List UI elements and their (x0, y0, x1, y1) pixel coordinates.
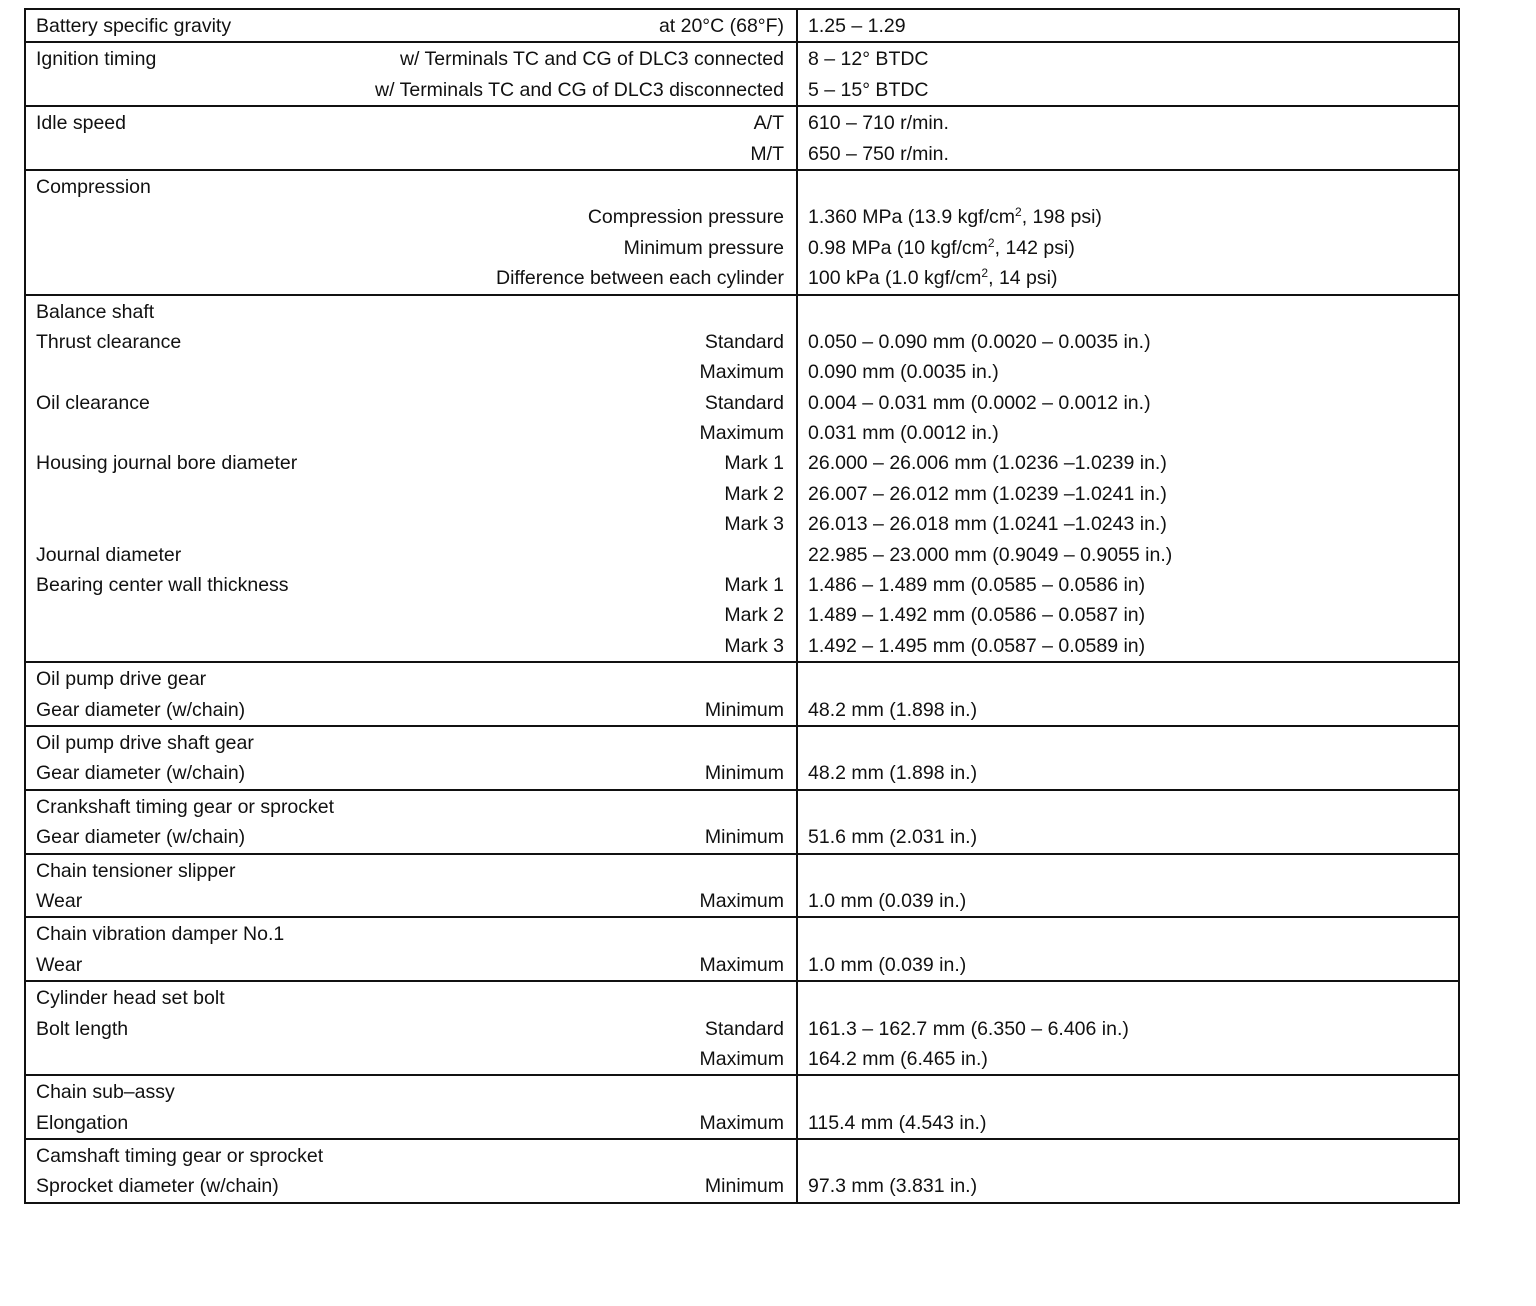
spec-condition: Mark 1 (724, 452, 784, 475)
spec-item-row (36, 600, 784, 630)
spec-item-row (36, 75, 784, 105)
spec-item-row (36, 983, 784, 1013)
spec-section (26, 791, 1458, 855)
spec-value: 26.007 – 26.012 mm (1.0239 –1.0241 in.) (808, 482, 1167, 505)
spec-value: 0.050 – 0.090 mm (0.0020 – 0.0035 in.) (808, 330, 1151, 353)
spec-condition: Minimum (704, 698, 784, 721)
spec-item-label: Balance shaft (36, 300, 155, 323)
spec-value-column (798, 171, 1458, 294)
spec-condition: Maximum (699, 422, 784, 445)
spec-item-row (36, 1171, 784, 1201)
spec-item-row (36, 509, 784, 539)
spec-value-column (798, 1140, 1458, 1202)
spec-item-row (36, 695, 784, 725)
spec-item-row (36, 631, 784, 661)
spec-condition: Compression pressure (587, 206, 784, 229)
spec-item-row (36, 758, 784, 788)
spec-section (26, 10, 1458, 43)
spec-item-row (36, 1077, 784, 1107)
spec-value: 1.489 – 1.492 mm (0.0586 – 0.0587 in) (808, 604, 1146, 627)
spec-section (26, 855, 1458, 919)
spec-item-column (26, 982, 798, 1074)
spec-item-column (26, 1140, 798, 1202)
spec-condition: w/ Terminals TC and CG of DLC3 connected (399, 48, 784, 71)
spec-item-row (36, 11, 784, 41)
spec-condition: M/T (750, 142, 784, 165)
spec-item-column (26, 171, 798, 294)
spec-value: 610 – 710 r/min. (808, 112, 949, 135)
spec-item-label: Camshaft timing gear or sprocket (36, 1145, 324, 1168)
spec-value: 1.25 – 1.29 (808, 15, 906, 37)
spec-section (26, 727, 1458, 791)
spec-section (26, 918, 1458, 982)
spec-item-label: Crankshaft timing gear or sprocket (36, 795, 335, 818)
spec-item-column (26, 663, 798, 725)
spec-condition: Difference between each cylinder (496, 267, 784, 290)
spec-item-row (36, 1108, 784, 1138)
spec-item-row (36, 388, 784, 418)
spec-value (808, 728, 1450, 758)
spec-item-row (36, 822, 784, 852)
spec-value: 0.98 MPa (10 kgf/$cm^2$, 142 psi) (808, 235, 1075, 259)
spec-item-row (36, 44, 784, 74)
spec-condition: Maximum (699, 953, 784, 976)
spec-value: 26.000 – 26.006 mm (1.0236 –1.0239 in.) (808, 452, 1167, 475)
spec-item-row (36, 950, 784, 980)
spec-item-row (36, 357, 784, 387)
spec-section (26, 107, 1458, 171)
spec-item-row (36, 886, 784, 916)
spec-item-column (26, 296, 798, 662)
spec-value: 48.2 mm (1.898 in.) (808, 698, 978, 721)
spec-item-column (26, 107, 798, 169)
spec-condition: Minimum (704, 1175, 784, 1198)
spec-value-column (798, 663, 1458, 725)
spec-item-row (36, 327, 784, 357)
spec-value: 0.004 – 0.031 mm (0.0002 – 0.0012 in.) (808, 391, 1151, 414)
spec-item-label: Cylinder head set bolt (36, 987, 225, 1010)
spec-item-label: Oil clearance (36, 391, 150, 414)
spec-item-column (26, 10, 798, 41)
spec-item-label: Chain vibration damper No.1 (36, 923, 285, 946)
spec-value: 97.3 mm (3.831 in.) (808, 1175, 978, 1198)
spec-table (24, 8, 1460, 1204)
spec-item-row (36, 139, 784, 169)
spec-condition: Maximum (699, 361, 784, 384)
spec-item-column (26, 791, 798, 853)
spec-value-column (798, 1076, 1458, 1138)
spec-value-column (798, 982, 1458, 1074)
spec-value: 51.6 mm (2.031 in.) (808, 826, 978, 849)
spec-value: 1.492 – 1.495 mm (0.0587 – 0.0589 in) (808, 634, 1146, 657)
spec-item-row (36, 233, 784, 263)
spec-item-column (26, 727, 798, 789)
spec-section (26, 296, 1458, 664)
spec-section (26, 663, 1458, 727)
spec-value-column (798, 107, 1458, 169)
spec-value-column (798, 918, 1458, 980)
spec-item-label: Sprocket diameter (w/chain) (36, 1175, 279, 1198)
spec-condition: Mark 1 (724, 574, 784, 597)
spec-item-row (36, 297, 784, 327)
spec-item-row (36, 108, 784, 138)
spec-item-row (36, 1044, 784, 1074)
spec-item-row (36, 792, 784, 822)
spec-condition: Standard (704, 330, 784, 353)
spec-item-row (36, 664, 784, 694)
spec-value-column (798, 791, 1458, 853)
spec-condition: Minimum (704, 826, 784, 849)
spec-item-row (36, 202, 784, 232)
spec-value: 1.0 mm (0.039 in.) (808, 953, 967, 976)
spec-condition: Minimum (704, 762, 784, 785)
spec-item-row (36, 540, 784, 570)
spec-item-label: Chain tensioner slipper (36, 859, 236, 882)
spec-item-row (36, 418, 784, 448)
spec-value (808, 664, 1450, 694)
spec-item-row (36, 263, 784, 293)
spec-condition: Mark 3 (724, 634, 784, 657)
spec-value: 115.4 mm (4.543 in.) (808, 1111, 987, 1134)
spec-item-column (26, 43, 798, 105)
spec-value: 100 kPa (1.0 kgf/$cm^2$, 14 psi) (808, 266, 1058, 290)
spec-value (808, 1077, 1450, 1107)
spec-item-column (26, 918, 798, 980)
spec-item-label: Ignition timing (36, 48, 157, 71)
spec-item-row (36, 1014, 784, 1044)
spec-value (808, 919, 1450, 949)
spec-condition: A/T (753, 112, 784, 135)
spec-section (26, 982, 1458, 1076)
spec-value: 0.031 mm (0.0012 in.) (808, 422, 999, 445)
spec-condition: Maximum (699, 1047, 784, 1070)
spec-item-label: Oil pump drive shaft gear (36, 731, 254, 754)
spec-item-row (36, 856, 784, 886)
spec-section (26, 43, 1458, 107)
spec-value (808, 856, 1450, 886)
spec-item-label: Thrust clearance (36, 330, 182, 353)
spec-item-label: Bolt length (36, 1017, 129, 1040)
spec-condition: Minimum pressure (623, 236, 784, 259)
spec-item-row (36, 479, 784, 509)
spec-value-column (798, 10, 1458, 41)
spec-value: 1.360 MPa (13.9 kgf/$cm^2$, 198 psi) (808, 205, 1102, 229)
spec-section (26, 1076, 1458, 1140)
spec-value: 0.090 mm (0.0035 in.) (808, 361, 999, 384)
spec-value-column (798, 296, 1458, 662)
spec-item-label: Oil pump drive gear (36, 668, 207, 691)
spec-value: 8 – 12° BTDC (808, 48, 929, 71)
spec-value: 164.2 mm (6.465 in.) (808, 1047, 988, 1070)
spec-value (808, 792, 1450, 822)
spec-condition: Maximum (699, 1111, 784, 1134)
spec-item-row (36, 172, 784, 202)
spec-section (26, 1140, 1458, 1202)
spec-item-label: Idle speed (36, 112, 126, 135)
spec-item-label: Battery specific gravity (36, 15, 232, 37)
spec-item-row (36, 1141, 784, 1171)
spec-value: 650 – 750 r/min. (808, 142, 949, 165)
spec-item-row (36, 919, 784, 949)
spec-value: 1.0 mm (0.039 in.) (808, 889, 967, 912)
spec-section (26, 171, 1458, 296)
spec-value (808, 172, 1450, 202)
spec-item-label: Bearing center wall thickness (36, 574, 289, 597)
spec-item-label: Compression (36, 175, 151, 198)
spec-item-row (36, 570, 784, 600)
spec-item-label: Wear (36, 953, 83, 976)
spec-value (808, 983, 1450, 1013)
spec-condition: w/ Terminals TC and CG of DLC3 disconnected (375, 78, 784, 101)
spec-value (808, 1141, 1450, 1171)
spec-value-column (798, 727, 1458, 789)
spec-condition: Mark 3 (724, 513, 784, 536)
spec-condition: Mark 2 (724, 482, 784, 505)
spec-value: 1.486 – 1.489 mm (0.0585 – 0.0586 in) (808, 574, 1146, 597)
spec-item-label: Housing journal bore diameter (36, 452, 298, 475)
spec-item-label: Gear diameter (w/chain) (36, 762, 246, 785)
spec-item-column (26, 1076, 798, 1138)
spec-item-label: Gear diameter (w/chain) (36, 826, 246, 849)
spec-value: 5 – 15° BTDC (808, 78, 929, 101)
spec-value-column (798, 43, 1458, 105)
spec-value: 48.2 mm (1.898 in.) (808, 762, 978, 785)
spec-condition: at 20°C (68°F) (658, 15, 784, 37)
spec-value: 26.013 – 26.018 mm (1.0241 –1.0243 in.) (808, 513, 1167, 536)
spec-value: 22.985 – 23.000 mm (0.9049 – 0.9055 in.) (808, 543, 1173, 566)
spec-item-column (26, 855, 798, 917)
spec-condition: Mark 2 (724, 604, 784, 627)
spec-item-label: Journal diameter (36, 543, 182, 566)
spec-item-label: Chain sub–assy (36, 1081, 175, 1104)
spec-value-column (798, 855, 1458, 917)
spec-value (808, 297, 1450, 327)
spec-condition: Standard (704, 1017, 784, 1040)
spec-condition: Maximum (699, 889, 784, 912)
spec-item-label: Gear diameter (w/chain) (36, 698, 246, 721)
spec-item-row (36, 728, 784, 758)
spec-condition: Standard (704, 391, 784, 414)
spec-item-label: Elongation (36, 1111, 129, 1134)
spec-item-row (36, 448, 784, 478)
spec-value: 161.3 – 162.7 mm (6.350 – 6.406 in.) (808, 1017, 1129, 1040)
spec-item-label: Wear (36, 889, 83, 912)
